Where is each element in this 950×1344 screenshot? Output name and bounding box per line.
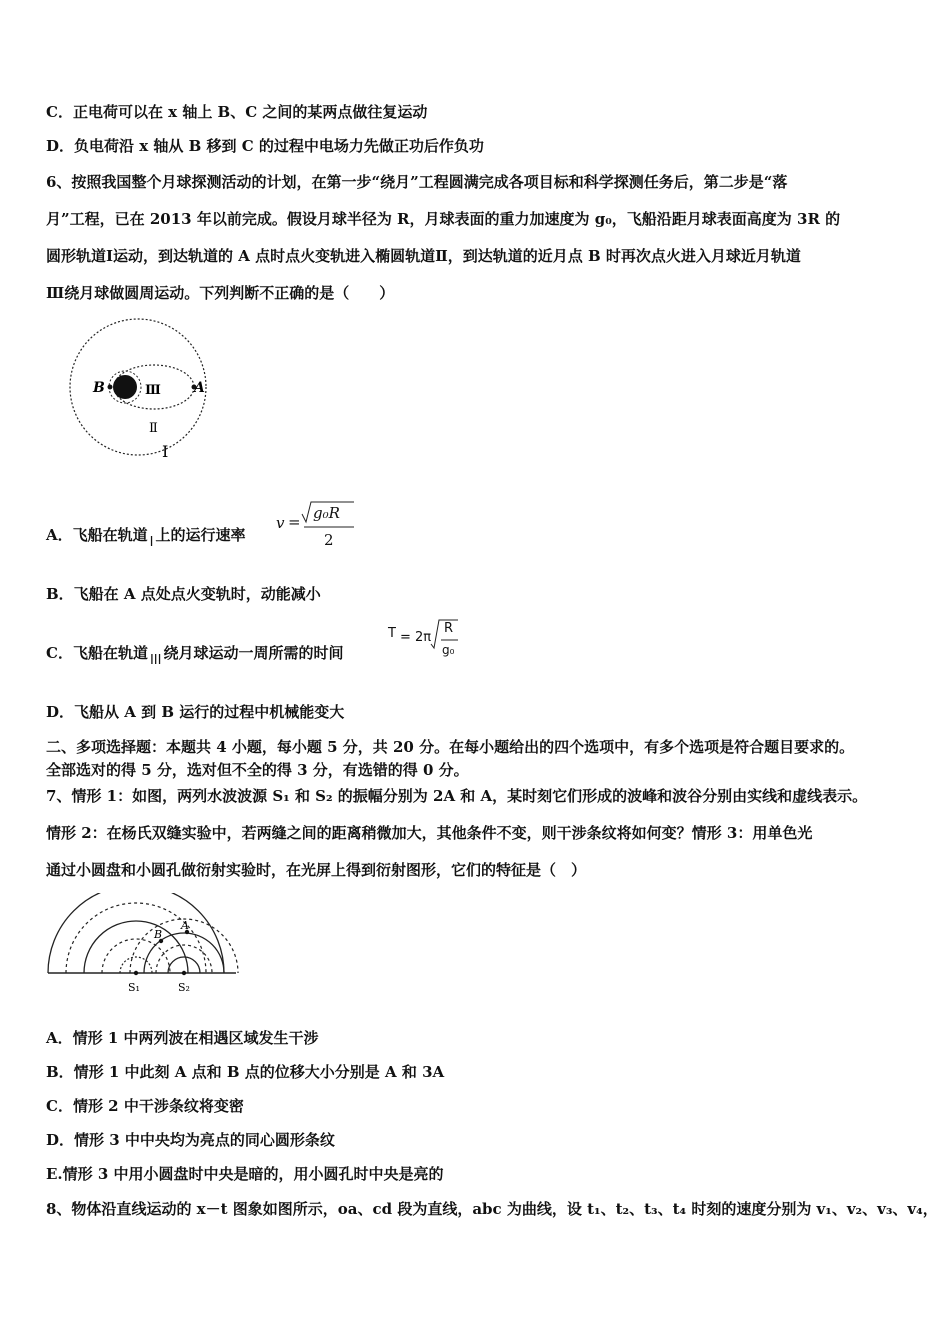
wave-label-b: B [154,928,163,941]
q6-option-c [46,642,906,666]
label-b: B [93,380,105,396]
formula-t-symbol: T [388,626,396,641]
q6-stem-line-4: Ⅲ绕月球做圆周运动。下列判断不正确的是（ ） [46,284,395,302]
formula-t [388,618,468,666]
q7-option-d: D．情形 3 中中央均为亮点的同心圆形条纹 [46,1131,335,1149]
formula-v [276,500,356,552]
formula-v-eq: = [288,513,301,531]
label-orbit-i: I [162,442,169,461]
section-2-heading-line-2: 全部选对的得 5 分，选对但不全的得 3 分，有选错的得 0 分。 [46,761,469,779]
label-orbit-iii: Ⅲ [145,383,161,398]
orbit-figure [48,315,228,465]
formula-t-denominator: g₀ [442,643,455,657]
formula-t-numerator: R [444,621,454,636]
q5-option-c: C．正电荷可以在 x 轴上 B、C 之间的某两点做往复运动 [46,103,428,121]
q7-option-c: C．情形 2 中干涉条纹将变密 [46,1097,244,1115]
q6-stem-line-3: 圆形轨道Ⅰ运动，到达轨道的 A 点时点火变轨进入椭圆轨道Ⅱ，到达轨道的近月点 B 时再次点火进入月球近月轨道 [46,247,801,265]
section-2-heading-line-1: 二、多项选择题：本题共 4 小题，每小题 5 分，共 20 分。在每小题给出的四个选项中，有多个选项是符合题目要求的。 [46,738,855,756]
q6-option-a-text: A．飞船在轨道 [46,526,148,544]
formula-v-symbol: v [276,514,285,532]
q5-option-d: D．负电荷沿 x 轴从 B 移到 C 的过程中电场力先做正功后作负功 [46,137,484,155]
q6-option-a [46,524,906,548]
wave-label-s1: S₁ [128,981,140,994]
orbit-i-symbol: I [149,535,154,550]
point-b [108,385,113,390]
label-orbit-ii: Ⅱ [149,421,158,436]
formula-v-denominator: 2 [324,531,334,549]
q7-stem-line-1: 7、情形 1：如图，两列水波波源 S₁ 和 S₂ 的振幅分别为 2A 和 A，某时刻它们形成的波峰和波谷分别由实线和虚线表示。 [46,787,868,805]
q7-option-e: E.情形 3 中用小圆盘时中央是暗的，用小圆孔时中央是亮的 [46,1165,444,1183]
q7-stem-line-2: 情形 2：在杨氏双缝实验中，若两缝之间的距离稍微加大，其他条件不变，则干涉条纹将如何变？情形 3：用单色光 [46,824,813,842]
orbit-iii-symbol: III [149,653,162,668]
q6-option-b: B．飞船在 A 点处点火变轨时，动能减小 [46,585,321,603]
q7-stem-line-3: 通过小圆盘和小圆孔做衍射实验时，在光屏上得到衍射图形，它们的特征是（ ） [46,861,587,879]
formula-t-eq: = 2π [400,630,432,645]
q6-option-c-text: C．飞船在轨道 [46,644,148,662]
q6-option-d: D．飞船从 A 到 B 运行的过程中机械能变大 [46,703,345,721]
wave-figure [44,893,240,999]
q6-stem-line-2: 月”工程，已在 2013 年以前完成。假设月球半径为 R，月球表面的重力加速度为 g₀，飞船沿距月球表面高度为 3R 的 [46,210,841,228]
label-a: A [194,380,205,396]
moon-icon [113,375,137,399]
q6-stem-line-1: 6、按照我国整个月球探测活动的计划，在第一步“绕月”工程圆满完成各项目标和科学探测任务后，第二步是“落 [46,173,788,191]
q6-option-c-text-2: 绕月球运动一周所需的时间 [163,644,344,662]
q7-option-b: B．情形 1 中此刻 A 点和 B 点的位移大小分别是 A 和 3A [46,1063,445,1081]
wave-label-s2: S₂ [178,981,190,994]
q6-option-a-text-2: 上的运行速率 [155,526,246,544]
wave-label-a: A [181,919,189,932]
formula-v-numerator: g₀R [313,504,340,522]
orbit-circle-i [70,319,206,455]
q7-option-a: A．情形 1 中两列波在相遇区域发生干涉 [46,1029,319,1047]
q8-stem-line-1: 8、物体沿直线运动的 x－t 图象如图所示，oa、cd 段为直线，abc 为曲线，设 t₁、t₂、t₃、t₄ 时刻的速度分别为 v₁、v₂、v₃、v₄， [46,1200,938,1218]
